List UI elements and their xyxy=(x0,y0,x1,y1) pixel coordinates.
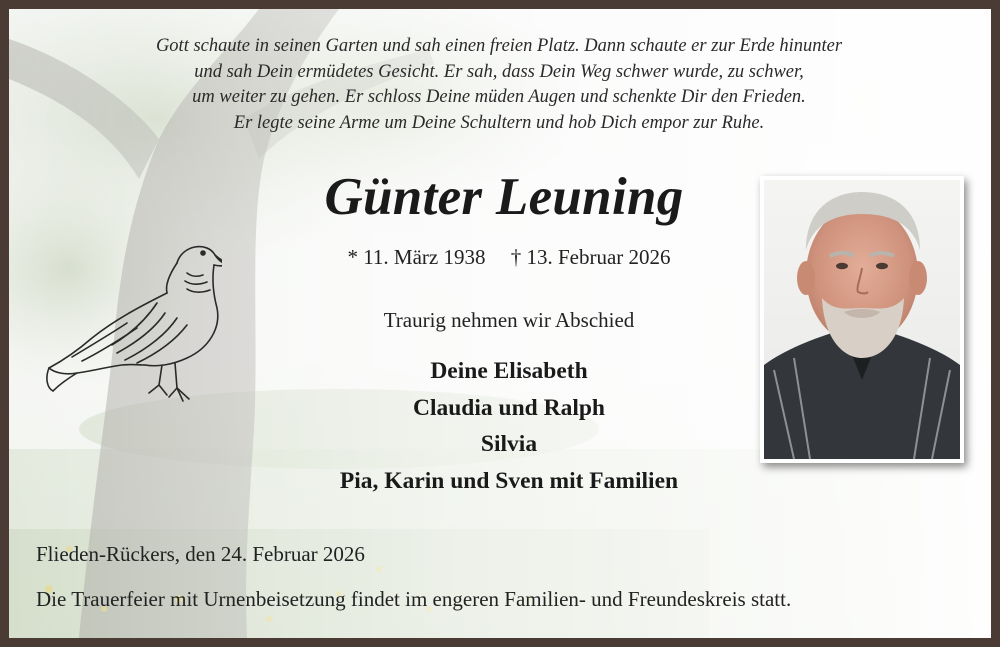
place-date: Flieden-Rückers, den 24. Februar 2026 xyxy=(36,542,365,566)
poem-line: Er legte seine Arme um Deine Schultern und hob Dich empor zur Ruhe. xyxy=(233,112,765,133)
life-dates xyxy=(209,245,809,270)
deceased-name: Günter Leuning xyxy=(324,168,684,226)
poem xyxy=(39,34,959,136)
family-list xyxy=(209,353,809,499)
poem-line: und sah Dein ermüdetes Gesicht. Er sah, dass Dein Weg schwer wurde, zu schwer, xyxy=(194,61,804,82)
portrait-frame xyxy=(760,176,964,463)
family-member: Silvia xyxy=(480,431,538,457)
dove-icon xyxy=(37,233,222,408)
family-member: Pia, Karin und Sven mit Familien xyxy=(339,467,679,494)
death-date: † 13. Februar 2026 xyxy=(510,245,671,269)
funeral-notice: Die Trauerfeier mit Urnenbeisetzung findet im engeren Familien- und Freundeskreis statt. xyxy=(36,587,792,611)
family-member: Deine Elisabeth xyxy=(430,358,588,384)
portrait-photo xyxy=(764,180,960,459)
farewell-text: Traurig nehmen wir Abschied xyxy=(383,308,635,332)
family-member: Claudia und Ralph xyxy=(412,394,606,421)
poem-line: Gott schaute in seinen Garten und sah einen freien Platz. Dann schaute er zur Erde hinunter xyxy=(155,36,843,56)
birth-date: * 11. März 1938 xyxy=(347,245,486,269)
poem-line: um weiter zu gehen. Er schloss Deine müden Augen und schenkte Dir den Frieden. xyxy=(192,87,806,107)
